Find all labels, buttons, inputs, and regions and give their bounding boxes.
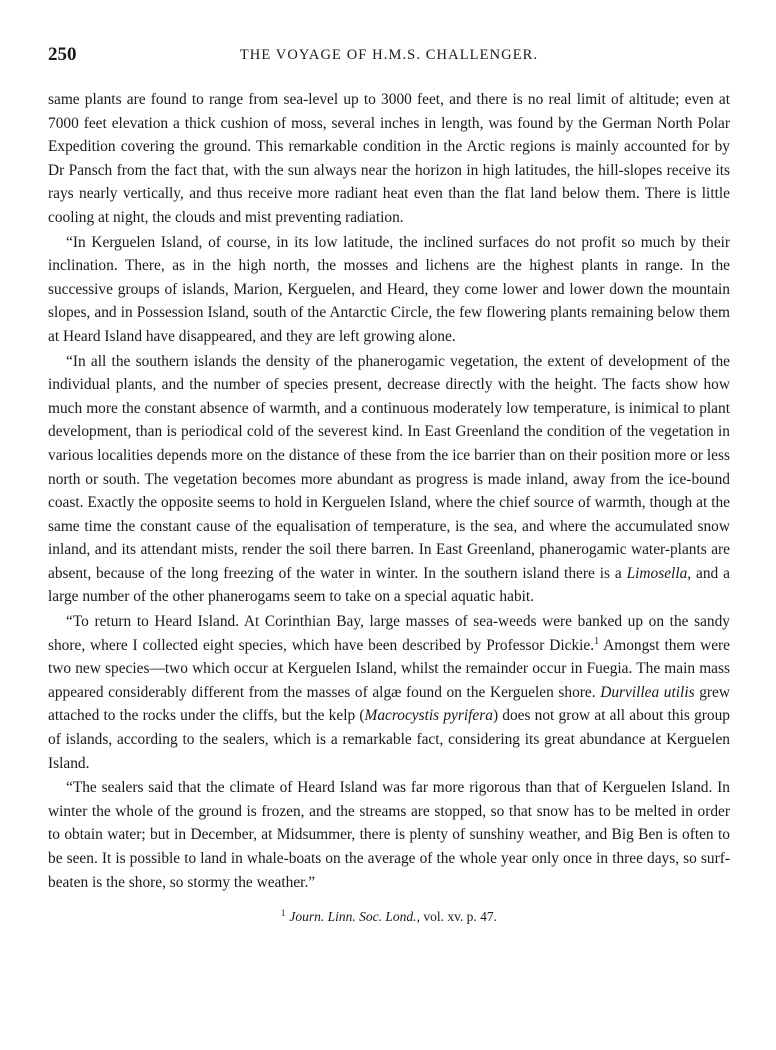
paragraph-text: “To return to Heard Island. At Corinthian Bay, large masses of sea-weeds were banked up on the sandy shore, where I collected eight species, which have been described by Professor Dickie.	[48, 613, 730, 654]
running-title: THE VOYAGE OF H.M.S. CHALLENGER.	[239, 47, 539, 63]
footnote-reference[interactable]: 1	[594, 635, 600, 647]
paragraph-text: Amongst them were two new species—two which occur at Kerguelen Island, whilst the remainder occur in Fuegia. The main mass appeared considerably different from the masses of algæ found on the Kerguelen shore.	[48, 636, 730, 701]
body-text	[48, 88, 730, 894]
paragraph-heard-island-seaweeds	[48, 610, 730, 775]
footnote-journal: Journ. Linn. Soc. Lond.	[289, 909, 417, 925]
footnote-number: 1	[280, 907, 286, 918]
species-name-macrocystis: Macrocystis pyrifera	[364, 707, 493, 725]
paragraph-text: grew attached to the rocks under the cliffs, but the kelp (	[48, 683, 730, 725]
page-number: 250	[48, 44, 77, 65]
paragraph-text: “In all the southern islands the density of the phanerogamic vegetation, the extent of development of the individual plants, and the number of species present, decrease directly with the height. The facts show how much more the constant absence of warmth, and a continuous moderately low temperature, is inimical to plant development, than is periodical cold of the severest kind. In East Greenland the condition of the vegetation in various localities depends more on the distance of these from the ice barrier than on their position more or less north or south. The vegetation becomes more abundant as progress is made inland, away from the ice-bound coast. Exactly the opposite seems to hold in Kerguelen Island, where the chief source of warmth, though at the same time the constant cause of the equalisation of temperature, is the sea, and where the accumulated snow inland, and its attendant mists, render the soil there barren. In East Greenland, phanerogamic water-plants are absent, because of the long freezing of the water in winter. In the southern island there is a	[48, 352, 730, 582]
footnote	[48, 908, 730, 926]
species-name-durvillea: Durvillea utilis	[600, 683, 695, 701]
book-page	[48, 40, 730, 926]
species-name-limosella: Limosella	[626, 564, 688, 582]
paragraph-southern-islands-vegetation	[48, 350, 730, 610]
paragraph-text: ) does not grow at all about this group of islands, according to the sealers, which is a remarkable fact, considering its great abundance at Kerguelen Island.	[48, 707, 730, 772]
paragraph-sealers-climate: “The sealers said that the climate of Heard Island was far more rigorous than that of Kerguelen Island. In winter the whole of the ground is frozen, and the streams are stopped, so that snow has to be melted in order to obtain water; but in December, at Midsummer, there is plenty of sunshiny weather, and Big Ben is often to be seen. It is possible to land in whale-boats on the average of the whole year only once in three days, so surf-beaten is the shore, so stormy the weather.”	[48, 779, 730, 891]
paragraph-text: , and a large number of the other phanerogams seem to take on a special aquatic habit.	[48, 564, 730, 606]
footnote-citation: , vol. xv. p. 47.	[416, 909, 498, 925]
page-header	[48, 40, 730, 70]
paragraph-continued: same plants are found to range from sea-level up to 3000 feet, and there is no real limit of altitude; even at 7000 feet elevation a thick cushion of moss, several inches in length, was found by the German North Polar Expedition covering the ground. This remarkable condition in the Arctic regions is mainly accounted for by Dr Pansch from the fact that, with the sun always near the horizon in high latitudes, the hill-slopes receive its rays nearly vertically, and thus receive more radiant heat even than the flat land below them. There is little cooling at night, the clouds and mist preventing radiation.	[48, 91, 730, 226]
paragraph-kerguelen-inclination: “In Kerguelen Island, of course, in its low latitude, the inclined surfaces do not profit so much by their inclination. There, as in the high north, the mosses and lichens are the highest plants in range. In the successive groups of islands, Marion, Kerguelen, and Heard, they come lower and lower down the mountain slopes, and in Possession Island, south of the Antarctic Circle, the few flowering plants remaining below them at Heard Island have disappeared, and they are left growing alone.	[48, 233, 730, 345]
